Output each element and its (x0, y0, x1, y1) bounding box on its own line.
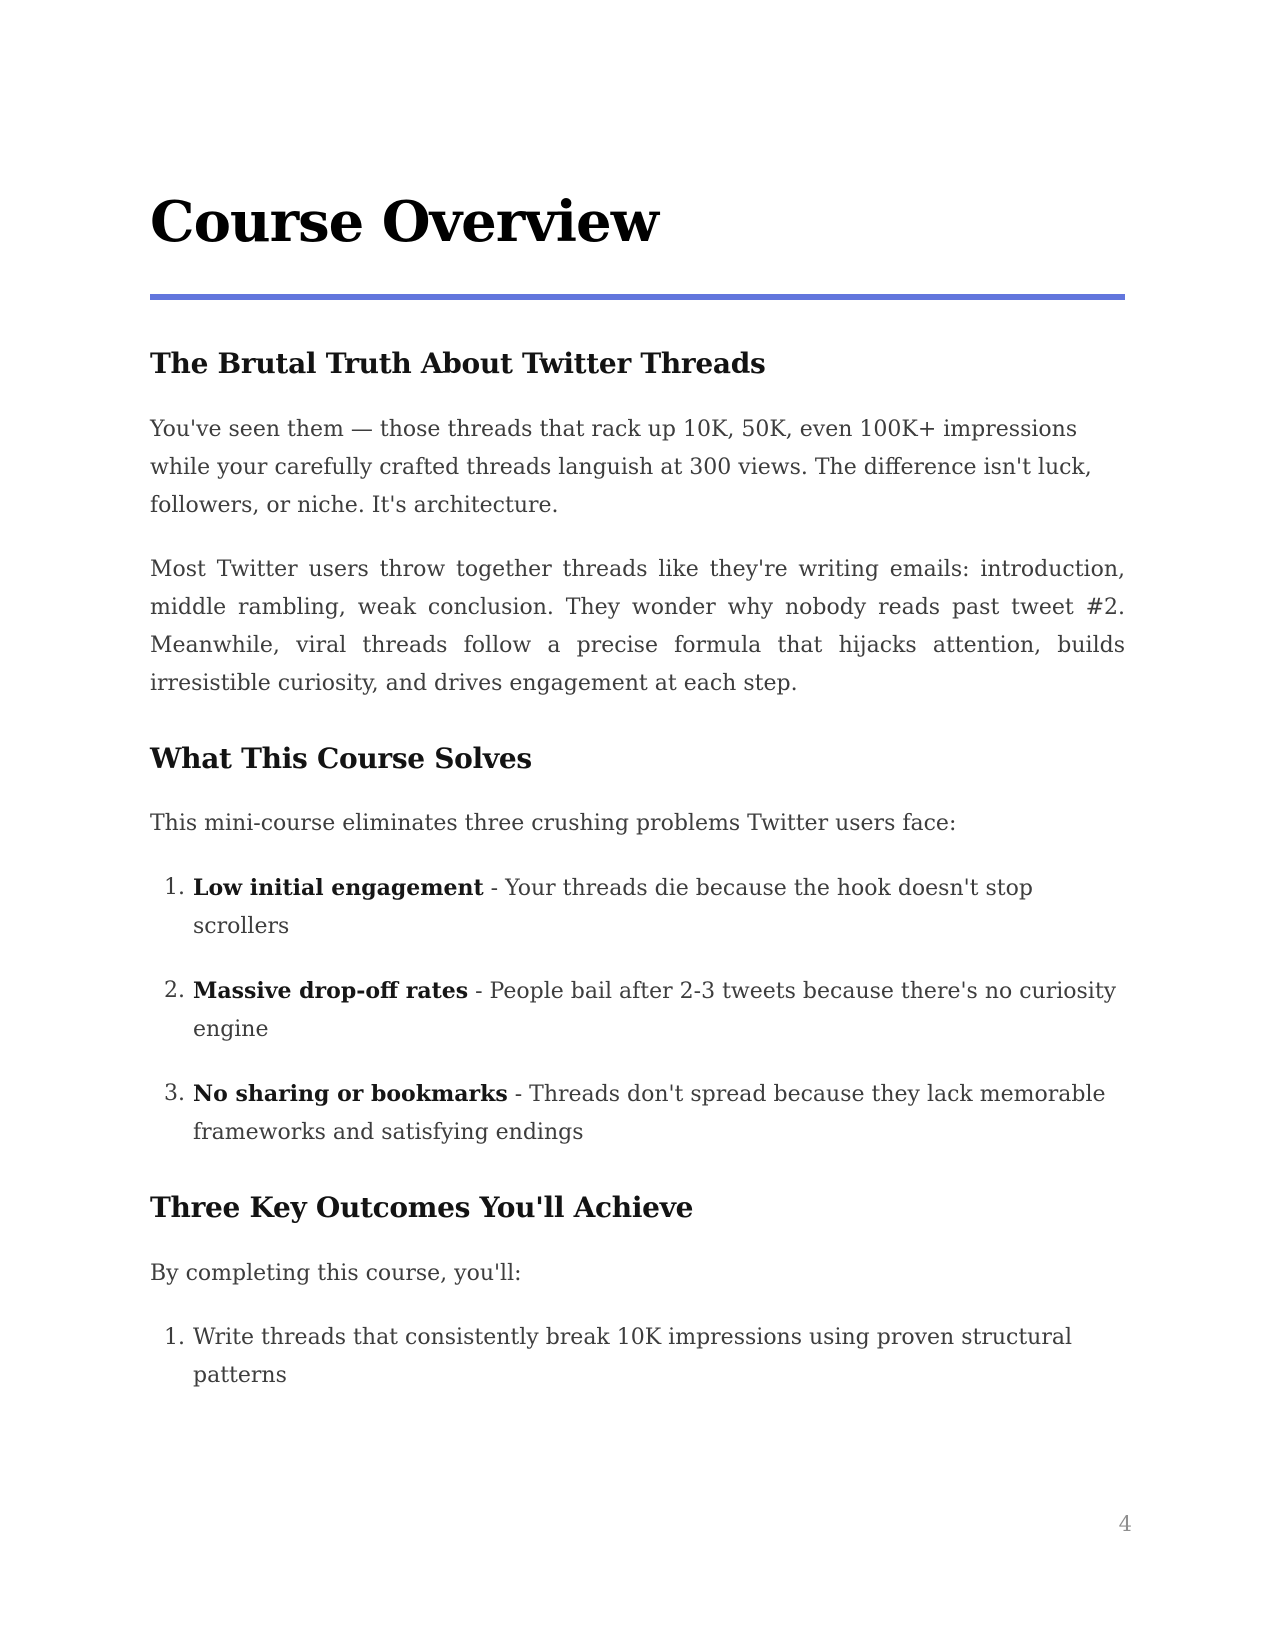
item-separator: - (483, 876, 506, 902)
problem-item-3 (150, 1075, 1125, 1152)
item-number: 3. (164, 1081, 185, 1107)
section-heading-course-solves: What This Course Solves (150, 741, 532, 775)
paragraph-most-users: Most Twitter users throw together threads like they're writing emails: introduction, middle rambling, weak conclusion. They wonder why nobody reads past tweet #2. Meanwhile, viral threads follow a precise formula that hijacks attention, builds irresistible curiosity, and drives engagement at each step. (150, 556, 1125, 696)
paragraph-outcomes-intro: By completing this course, you'll: (150, 1260, 522, 1286)
outcome-item-1 (150, 1319, 1125, 1395)
item-text: Write threads that consistently break 10K impressions using proven structural patterns (193, 1324, 1073, 1388)
item-rest: Your threads die because the hook doesn't stop scrollers (193, 876, 1033, 940)
document-content (150, 190, 1125, 1421)
section-heading-brutal-truth: The Brutal Truth About Twitter Threads (150, 347, 766, 381)
item-rest: People bail after 2-3 tweets because there's no curiosity engine (193, 979, 1117, 1043)
paragraph-threads-intro: You've seen them — those threads that rack up 10K, 50K, even 100K+ impressions while your carefully crafted threads languish at 300 views. The difference isn't luck, followers, or niche. It's architecture. (150, 416, 1092, 518)
item-separator: - (468, 979, 490, 1005)
title-divider (150, 294, 1125, 300)
problem-item-2 (150, 972, 1125, 1049)
item-lead: Massive drop-off rates (193, 978, 469, 1005)
item-number: 1. (164, 875, 185, 901)
item-rest: Threads don't spread because they lack memorable frameworks and satisfying endings (193, 1082, 1106, 1146)
outcomes-list (150, 1319, 1125, 1395)
item-number: 1. (164, 1324, 185, 1350)
paragraph-problems-intro: This mini-course eliminates three crushing problems Twitter users face: (150, 811, 957, 837)
page-number: 4 (1118, 1512, 1132, 1536)
page-title: Course Overview (150, 189, 658, 255)
item-text (193, 869, 1125, 946)
problem-item-1 (150, 869, 1125, 946)
item-text (193, 1075, 1125, 1152)
section-heading-key-outcomes: Three Key Outcomes You'll Achieve (150, 1191, 694, 1225)
item-lead: Low initial engagement (193, 875, 484, 902)
problems-list (150, 869, 1125, 1152)
item-lead: No sharing or bookmarks (193, 1081, 508, 1108)
item-number: 2. (164, 978, 185, 1004)
item-separator: - (507, 1082, 530, 1108)
item-text (193, 972, 1125, 1049)
